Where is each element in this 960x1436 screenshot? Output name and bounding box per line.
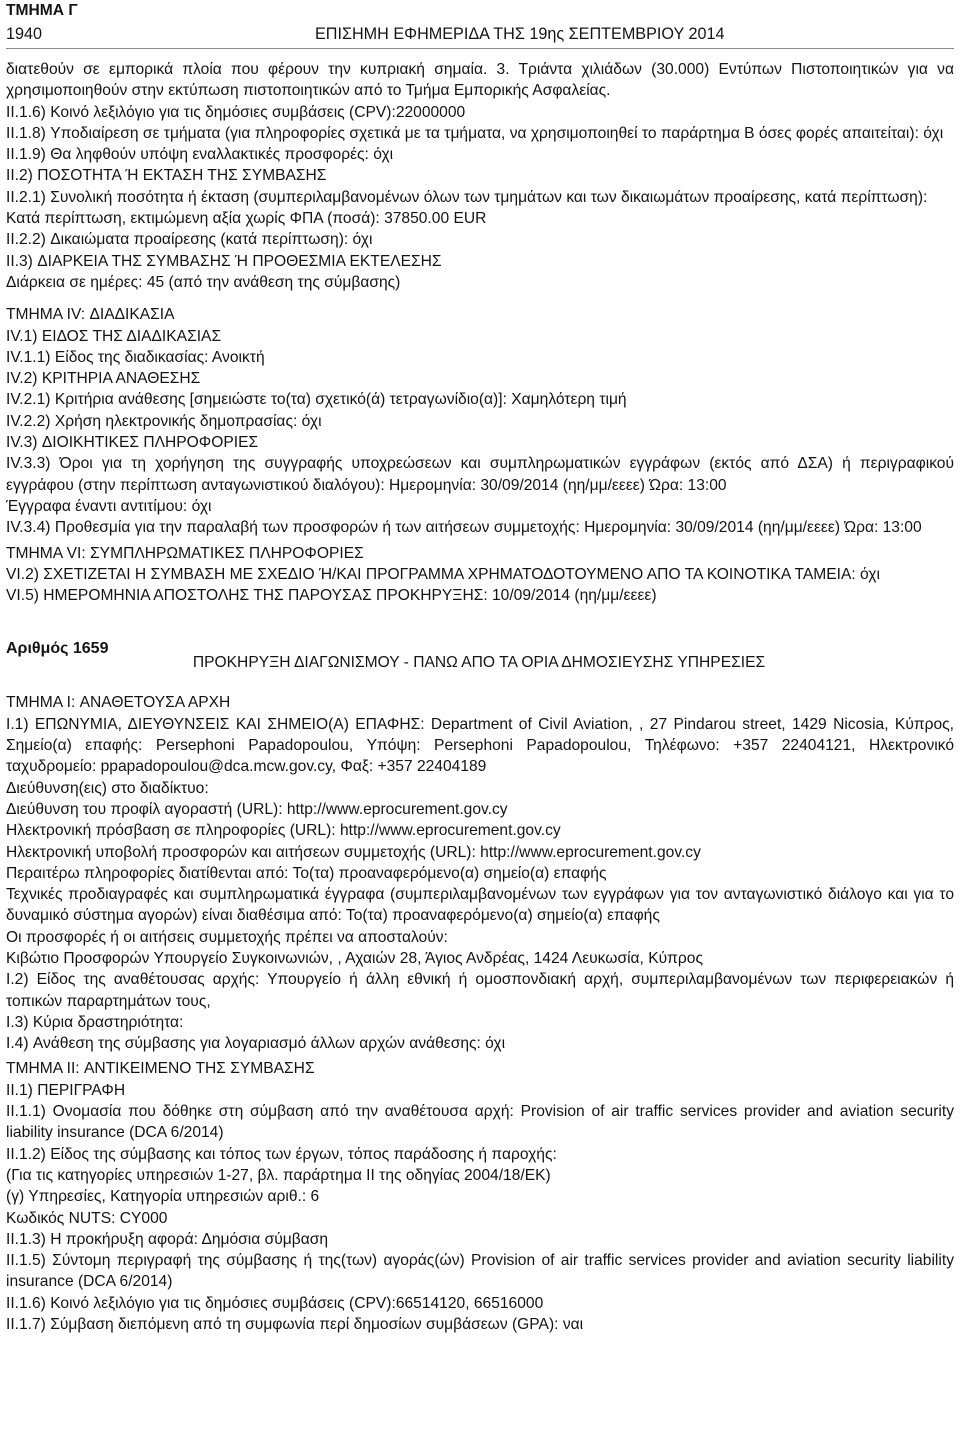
paragraph: IV.1.1) Είδος της διαδικασίας: Ανοικτή — [6, 348, 265, 366]
paragraph: Περαιτέρω πληροφορίες διατίθενται από: Το(τα) προαναφερόμενο(α) σημείο(α) επαφής — [6, 864, 607, 882]
paragraph: Διεύθυνση του προφίλ αγοραστή (URL): http://www.eprocurement.gov.cy — [6, 800, 508, 818]
paragraph: Τεχνικές προδιαγραφές και συμπληρωματικά έγγραφα (συμπεριλαμβανομένων των εγγράφων για τον ανταγωνιστικό διάλογο και για το δυναμικό σύστημα αγορών) είναι διαθέσιμα από: Το(τα) προαναφερόμενο(α) σημείο(α) επαφής — [6, 886, 954, 925]
header-divider — [6, 48, 954, 49]
section-heading: IV.2) ΚΡΙΤΗΡΙΑ ΑΝΑΘΕΣΗΣ — [6, 370, 201, 388]
section-heading: ΤΜΗΜΑ IV: ΔΙΑΔΙΚΑΣΙΑ — [6, 306, 175, 324]
paragraph: II.2.2) Δικαιώματα προαίρεσης (κατά περίπτωση): όχι — [6, 231, 373, 249]
gazette-title: ΕΠΙΣΗΜΗ ΕΦΗΜΕΡΙΔΑ ΤΗΣ 19ης ΣΕΠΤΕΜΒΡΙΟΥ 2014 — [315, 25, 725, 43]
section-label: ΤΜΗΜΑ Γ — [6, 2, 78, 19]
section-heading: ΤΜΗΜΑ I: ΑΝΑΘΕΤΟΥΣΑ ΑΡΧΗ — [6, 694, 231, 712]
section-heading: II.3) ΔΙΑΡΚΕΙΑ ΤΗΣ ΣΥΜΒΑΣΗΣ Ή ΠΡΟΘΕΣΜΙΑ ΕΚΤΕΛΕΣΗΣ — [6, 252, 442, 270]
paragraph: (γ) Υπηρεσίες, Κατηγορία υπηρεσιών αριθ.: 6 — [6, 1188, 320, 1206]
paragraph: Ηλεκτρονική πρόσβαση σε πληροφορίες (URL): http://www.eprocurement.gov.cy — [6, 822, 561, 840]
issue-number: 1940 — [6, 25, 43, 43]
paragraph: διατεθούν σε εμπορικά πλοία που φέρουν την κυπριακή σημαία. 3. Τριάντα χιλιάδων (30.000) Εντύπων Πιστοποιητικών για να χρησιμοποιηθούν στην εκτύπωση πιστοποιητικών από το Τμήμα Εμπορικής Ασφαλείας. — [6, 61, 954, 100]
paragraph: VI.2) ΣΧΕΤΙΖΕΤΑΙ Η ΣΥΜΒΑΣΗ ΜΕ ΣΧΕΔΙΟ Ή/ΚΑΙ ΠΡΟΓΡΑΜΜΑ ΧΡΗΜΑΤΟΔΟΤΟΥΜΕΝΟ ΑΠΟ ΤΑ ΚΟΙΝΟΤΙΚΑ ΤΑΜΕΙΑ: όχι — [6, 565, 880, 583]
section-heading: ΤΜΗΜΑ VI: ΣΥΜΠΛΗΡΩΜΑΤΙΚΕΣ ΠΛΗΡΟΦΟΡΙΕΣ — [6, 544, 364, 562]
paragraph: Κατά περίπτωση, εκτιμώμενη αξία χωρίς ΦΠΑ (ποσά): 37850.00 EUR — [6, 210, 487, 228]
paragraph: IV.3.3) Όροι για τη χορήγηση της συγγραφής υποχρεώσεων και συμπληρωματικών εγγράφων (εκτός από ΔΣΑ) ή περιγραφικού εγγράφου (στην περίπτωση ανταγωνιστικού διαλόγου): Ημερομηνία: 30/09/2014 (ηη/μμ/εεεε) Ώρα: 13:00 — [6, 455, 954, 494]
paragraph: IV.2.2) Χρήση ηλεκτρονικής δημοπρασίας: όχι — [6, 412, 322, 430]
paragraph: II.2.1) Συνολική ποσότητα ή έκταση (συμπεριλαμβανομένων όλων των τμημάτων και των δικαιωμάτων προαίρεσης, κατά περίπτωση): — [6, 188, 928, 206]
section-heading: ΤΜΗΜΑ II: ΑΝΤΙΚΕΙΜΕΝΟ ΤΗΣ ΣΥΜΒΑΣΗΣ — [6, 1060, 315, 1078]
paragraph: IV.2.1) Κριτήρια ανάθεσης [σημειώστε το(τα) σχετικό(ά) τετραγωνίδιο(α)]: Χαμηλότερη τιμή — [6, 391, 627, 409]
section-heading: IV.3) ΔΙΟΙΚΗΤΙΚΕΣ ΠΛΗΡΟΦΟΡΙΕΣ — [6, 434, 259, 452]
section-heading: II.1) ΠΕΡΙΓΡΑΦΗ — [6, 1081, 126, 1099]
paragraph: II.1.2) Είδος της σύμβασης και τόπος των έργων, τόπος παράδοσης ή παροχής: — [6, 1145, 557, 1163]
paragraph: IV.3.4) Προθεσμία για την παραλαβή των προσφορών ή των αιτήσεων συμμετοχής: Ημερομηνία: 30/09/2014 (ηη/μμ/εεεε) Ώρα: 13:00 — [6, 519, 922, 537]
paragraph: Κωδικός NUTS: CY000 — [6, 1209, 168, 1227]
paragraph: Οι προσφορές ή οι αιτήσεις συμμετοχής πρέπει να αποσταλούν: — [6, 928, 448, 946]
notice-number: Αριθμός 1659 — [6, 640, 109, 658]
paragraph: Διάρκεια σε ημέρες: 45 (από την ανάθεση της σύμβασης) — [6, 273, 401, 291]
notice-heading: ΠΡΟΚΗΡΥΞΗ ΔΙΑΓΩΝΙΣΜΟΥ - ΠΑΝΩ ΑΠΟ ΤΑ ΟΡΙΑ ΔΗΜΟΣΙΕΥΣΗΣ ΥΠΗΡΕΣΙΕΣ — [192, 654, 766, 672]
section-heading: II.2) ΠΟΣΟΤΗΤΑ Ή ΕΚΤΑΣΗ ΤΗΣ ΣΥΜΒΑΣΗΣ — [6, 167, 327, 185]
paragraph: II.1.6) Κοινό λεξιλόγιο για τις δημόσιες συμβάσεις (CPV):66514120, 66516000 — [6, 1294, 544, 1312]
paragraph: I.4) Ανάθεση της σύμβασης για λογαριασμό άλλων αρχών ανάθεσης: όχι — [6, 1035, 506, 1053]
paragraph: II.1.9) Θα ληφθούν υπόψη εναλλακτικές προσφορές: όχι — [6, 146, 394, 164]
paragraph: II.1.6) Κοινό λεξιλόγιο για τις δημόσιες συμβάσεις (CPV):22000000 — [6, 103, 466, 121]
paragraph: I.3) Κύρια δραστηριότητα: — [6, 1013, 184, 1031]
paragraph: II.1.3) Η προκήρυξη αφορά: Δημόσια σύμβαση — [6, 1230, 329, 1248]
paragraph: II.1.1) Ονομασία που δόθηκε στη σύμβαση από την αναθέτουσα αρχή: Provision of air traffic services provider and aviation security liability insurance (DCA 6/2014) — [6, 1103, 954, 1142]
section-heading: IV.1) ΕΙΔΟΣ ΤΗΣ ΔΙΑΔΙΚΑΣΙΑΣ — [6, 327, 222, 345]
notice-header — [6, 637, 954, 681]
paragraph: I.1) ΕΠΩΝΥΜΙΑ, ΔΙΕΥΘΥΝΣΕΙΣ ΚΑΙ ΣΗΜΕΙΟ(Α) ΕΠΑΦΗΣ: Department of Civil Aviation, , 27 Pindarou street, 1429 Nicosia, Κύπρος, Σημείο(α) επαφής: Persephoni Papadopoulou, Υπόψη: Persephoni Papadopoulou, Τηλέφωνο: +357 22404121, Ηλεκτρονικό ταχυδρομείο: ppapadopoulou@dca.mcw.gov.cy, Φαξ: +357 22404189 — [6, 715, 954, 776]
paragraph: Κιβώτιο Προσφορών Υπουργείο Συγκοινωνιών, , Αχαιών 28, Άγιος Ανδρέας, 1424 Λευκωσία, Κύπρος — [6, 949, 703, 967]
paragraph: II.1.5) Σύντομη περιγραφή της σύμβασης ή της(των) αγοράς(ών) Provision of air traffic services provider and aviation security liability insurance (DCA 6/2014) — [6, 1252, 954, 1291]
paragraph: II.1.8) Υποδιαίρεση σε τμήματα (για πληροφορίες σχετικά με τα τμήματα, να χρησιμοποιηθεί το παράρτημα Β όσες φορές απαιτείται): όχι — [6, 124, 944, 142]
paragraph: Διεύθυνση(εις) στο διαδίκτυο: — [6, 779, 209, 797]
paragraph: I.2) Είδος της αναθέτουσας αρχής: Υπουργείο ή άλλη εθνική ή ομοσπονδιακή αρχή, συμπεριλαμβανομένων των περιφερειακών ή τοπικών παραρτημάτων τους, — [6, 971, 954, 1010]
paragraph: VI.5) ΗΜΕΡΟΜΗΝΙΑ ΑΠΟΣΤΟΛΗΣ ΤΗΣ ΠΑΡΟΥΣΑΣ ΠΡΟΚΗΡΥΞΗΣ: 10/09/2014 (ηη/μμ/εεεε) — [6, 587, 657, 605]
page-header — [6, 0, 954, 46]
paragraph: Έγγραφα έναντι αντιτίμου: όχι — [6, 497, 212, 515]
header-row — [6, 22, 954, 46]
paragraph: II.1.7) Σύμβαση διεπόμενη από τη συμφωνία περί δημοσίων συμβάσεων (GPA): ναι — [6, 1316, 584, 1334]
paragraph: Ηλεκτρονική υποβολή προσφορών και αιτήσεων συμμετοχής (URL): http://www.eprocurement.gov.cy — [6, 843, 701, 861]
document-body — [6, 59, 954, 1335]
paragraph: (Για τις κατηγορίες υπηρεσιών 1-27, βλ. παράρτημα II της οδηγίας 2004/18/ΕΚ) — [6, 1166, 551, 1184]
